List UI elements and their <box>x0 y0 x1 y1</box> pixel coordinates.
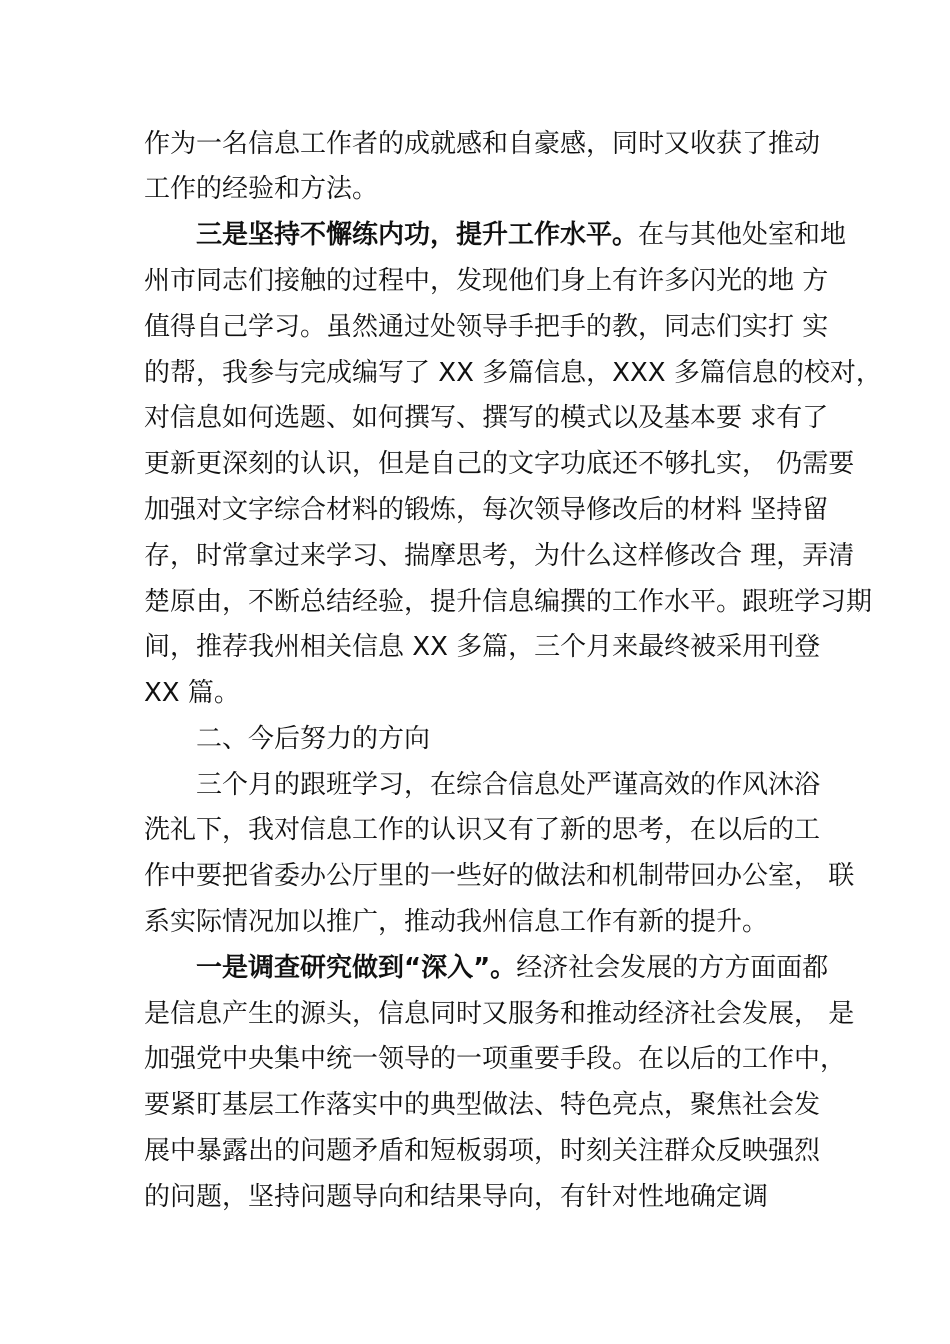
text-line: 要紧盯基层工作落实中的典型做法、特色亮点，聚焦社会发 <box>144 1090 821 1120</box>
paragraph-start: 三个月的跟班学习，在综合信息处严谨高效的作风沐浴 <box>196 770 821 800</box>
bold-heading: 一是调查研究做到“深入”。 <box>196 953 517 983</box>
text-line: 更新更深刻的认识，但是自己的文字功底还不够扎实， 仍需要 <box>144 449 855 479</box>
paragraph-start: 三是坚持不懈练内功，提升工作水平。在与其他处室和地 <box>196 220 847 250</box>
bold-heading: 三是坚持不懈练内功，提升工作水平。 <box>196 220 639 250</box>
text-line: 存，时常拿过来学习、揣摩思考，为什么这样修改合 理，弄清 <box>144 541 855 571</box>
text-line: 系实际情况加以推广，推动我州信息工作有新的提升。 <box>144 907 769 937</box>
text-line: 间，推荐我州相关信息 XX 多篇，三个月来最终被采用刊登 <box>144 632 821 662</box>
text-line: 州市同志们接触的过程中，发现他们身上有许多闪光的地 方 <box>144 266 829 296</box>
text-line: 对信息如何选题、如何撰写、撰写的模式以及基本要 求有了 <box>144 403 829 433</box>
text-line: 是信息产生的源头，信息同时又服务和推动经济社会发展， 是 <box>144 999 855 1029</box>
text-line: 的帮，我参与完成编写了 XX 多篇信息，XXX 多篇信息的校对， <box>144 358 882 388</box>
text-line: 作中要把省委办公厅里的一些好的做法和机制带回办公室， 联 <box>144 861 855 891</box>
text-line: XX 篇。 <box>144 678 240 708</box>
section-heading: 二、今后努力的方向 <box>196 724 431 754</box>
text-line: 加强党中央集中统一领导的一项重要手段。在以后的工作中， <box>144 1044 847 1074</box>
text-line: 的问题，坚持问题导向和结果导向，有针对性地确定调 <box>144 1182 769 1212</box>
text-line: 值得自己学习。虽然通过处领导手把手的教，同志们实打 实 <box>144 312 829 342</box>
text-line: 加强对文字综合材料的锻炼，每次领导修改后的材料 坚持留 <box>144 495 829 525</box>
text-line: 作为一名信息工作者的成就感和自豪感，同时又收获了推动 <box>144 129 821 159</box>
text-line: 展中暴露出的问题矛盾和短板弱项，时刻关注群众反映强烈 <box>144 1136 821 1166</box>
paragraph-start: 一是调查研究做到“深入”。经济社会发展的方方面面都 <box>196 953 829 983</box>
text-line: 楚原由，不断总结经验，提升信息编撰的工作水平。跟班学习期 <box>144 587 873 617</box>
text-line: 洗礼下，我对信息工作的认识又有了新的思考，在以后的工 <box>144 815 821 845</box>
text-line: 工作的经验和方法。 <box>144 174 379 204</box>
